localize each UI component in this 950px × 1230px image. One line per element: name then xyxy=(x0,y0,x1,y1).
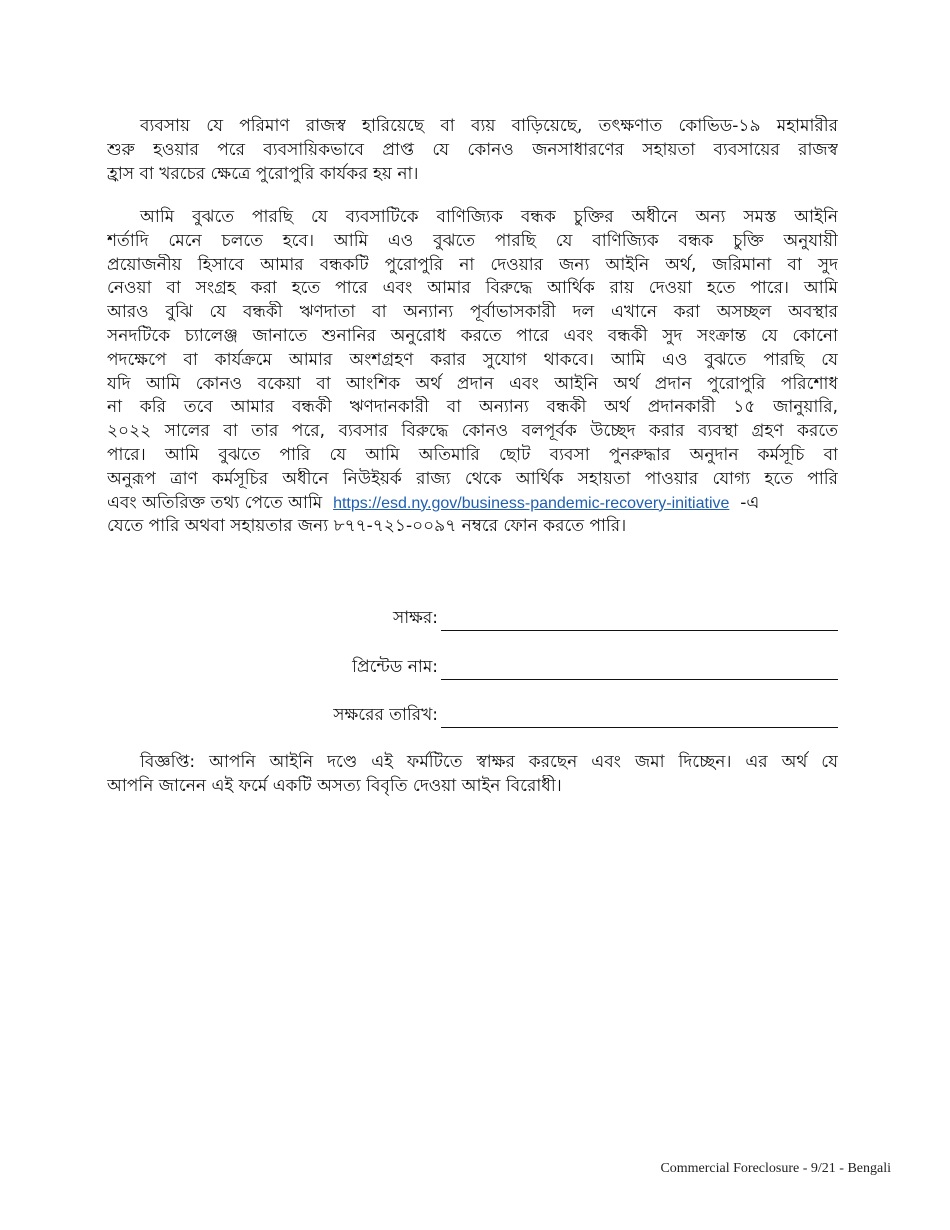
page-footer: Commercial Foreclosure - 9/21 - Bengali xyxy=(660,1161,891,1176)
text-line: পদক্ষেপে বা কার্যক্রমে আমার অংশগ্রহণ করার সুযোগ থাকবে। আমি এও বুঝতে পারছি যে xyxy=(107,349,838,370)
text-line: নেওয়া বা সংগ্রহ করা হতে পারে এবং আমার বিরুদ্ধে আর্থিক রায় দেওয়া হতে পারে। আমি xyxy=(107,278,838,299)
text-line: আপনি জানেন এই ফর্মে একটি অসত্য বিবৃতি দেওয়া আইন বিরোধী। xyxy=(107,775,562,796)
text-line: বিজ্ঞপ্তি: আপনি আইনি দণ্ডে এই ফর্মটিতে স্বাক্ষর করছেন এবং জমা দিচ্ছেন। এর অর্থ যে xyxy=(140,752,838,772)
text-line: আমি বুঝতে পারছি যে ব্যবসাটিকে বাণিজ্যিক বন্ধক চুক্তির অধীনে অন্য সমস্ত আইনি xyxy=(140,207,838,227)
text-line: আরও বুঝি যে বন্ধকী ঋণদাতা বা অন্যান্য পূর্বাভাসকারী দল এখানে করা অসচ্ছল অবস্থার xyxy=(107,302,838,323)
recovery-initiative-link[interactable]: https://esd.ny.gov/business-pandemic-recovery-initiative xyxy=(333,494,730,512)
text: -এ xyxy=(740,492,760,513)
text-line: অনুরূপ ত্রাণ কর্মসূচির অধীনে নিউইয়র্ক রাজ্য থেকে আর্থিক সহায়তা পাওয়ার যোগ্য হতে পারি xyxy=(107,468,838,489)
text-line: প্রয়োজনীয় হিসাবে আমার বন্ধকটি পুরোপুরি না দেওয়ার জন্য আইনি অর্থ, জরিমানা বা সুদ xyxy=(107,254,838,275)
paragraph-acknowledgement xyxy=(107,206,838,539)
text-line: ২০২২ সালের বা তার পরে, ব্যবসার বিরুদ্ধে কোনও বলপূর্বক উচ্ছেদ করার ব্যবস্থা গ্রহণ করতে xyxy=(107,421,838,442)
signature-date-label: সক্ষরের তারিখ: xyxy=(333,705,438,725)
notice-paragraph xyxy=(107,751,838,799)
printed-name-line[interactable] xyxy=(441,679,838,680)
text-line: পারে। আমি বুঝতে পারি যে আমি অতিমারি ছোট ব্যবসা পুনরুদ্ধার অনুদান কর্মসূচি বা xyxy=(107,444,838,465)
text-line: সনদটিকে চ্যালেঞ্জ জানাতে শুনানির অনুরোধ করতে পারে এবং বন্ধকী সুদ সংক্রান্ত যে কোনো xyxy=(107,325,838,346)
text-line-with-link xyxy=(107,492,838,516)
signature-field[interactable] xyxy=(107,609,838,635)
text: এবং অতিরিক্ত তথ্য পেতে আমি xyxy=(107,492,323,513)
signature-line[interactable] xyxy=(441,630,838,631)
printed-name-field[interactable] xyxy=(107,658,838,684)
text-line: যদি আমি কোনও বকেয়া বা আংশিক অর্থ প্রদান এবং আইনি অর্থ প্রদান পুরোপুরি পরিশোধ xyxy=(107,373,838,394)
printed-name-label: প্রিন্টেড নাম: xyxy=(352,657,438,677)
text-line: না করি তবে আমার বন্ধকী ঋণদানকারী বা অন্যান্য বন্ধকী অর্থ প্রদানকারী ১৫ জানুয়ারি, xyxy=(107,397,838,418)
text-line: হ্রাস বা খরচের ক্ষেত্রে পুরোপুরি কার্যকর হয় না। xyxy=(107,163,419,184)
signature-date-line[interactable] xyxy=(441,727,838,728)
text-line: শর্তাদি মেনে চলতে হবে। আমি এও বুঝতে পারছি যে বাণিজ্যিক বন্ধক চুক্তি অনুযায়ী xyxy=(107,230,838,251)
text-line: ব্যবসায় যে পরিমাণ রাজস্ব হারিয়েছে বা ব্যয় বাড়িয়েছে, তৎক্ষণাত কোভিড-১৯ মহামারীর xyxy=(140,116,838,136)
paragraph-revenue-loss xyxy=(107,115,838,186)
text-line: যেতে পারি অথবা সহায়তার জন্য ৮৭৭-৭২১-০০৯৭ নম্বরে ফোন করতে পারি। xyxy=(107,516,627,537)
text-line: শুরু হওয়ার পরে ব্যবসায়িকভাবে প্রাপ্ত যে কোনও জনসাধারণের সহায়তা ব্যবসায়ের রাজস্ব xyxy=(107,139,838,160)
signature-label: সাক্ষর: xyxy=(392,608,438,628)
signature-date-field[interactable] xyxy=(107,706,838,732)
